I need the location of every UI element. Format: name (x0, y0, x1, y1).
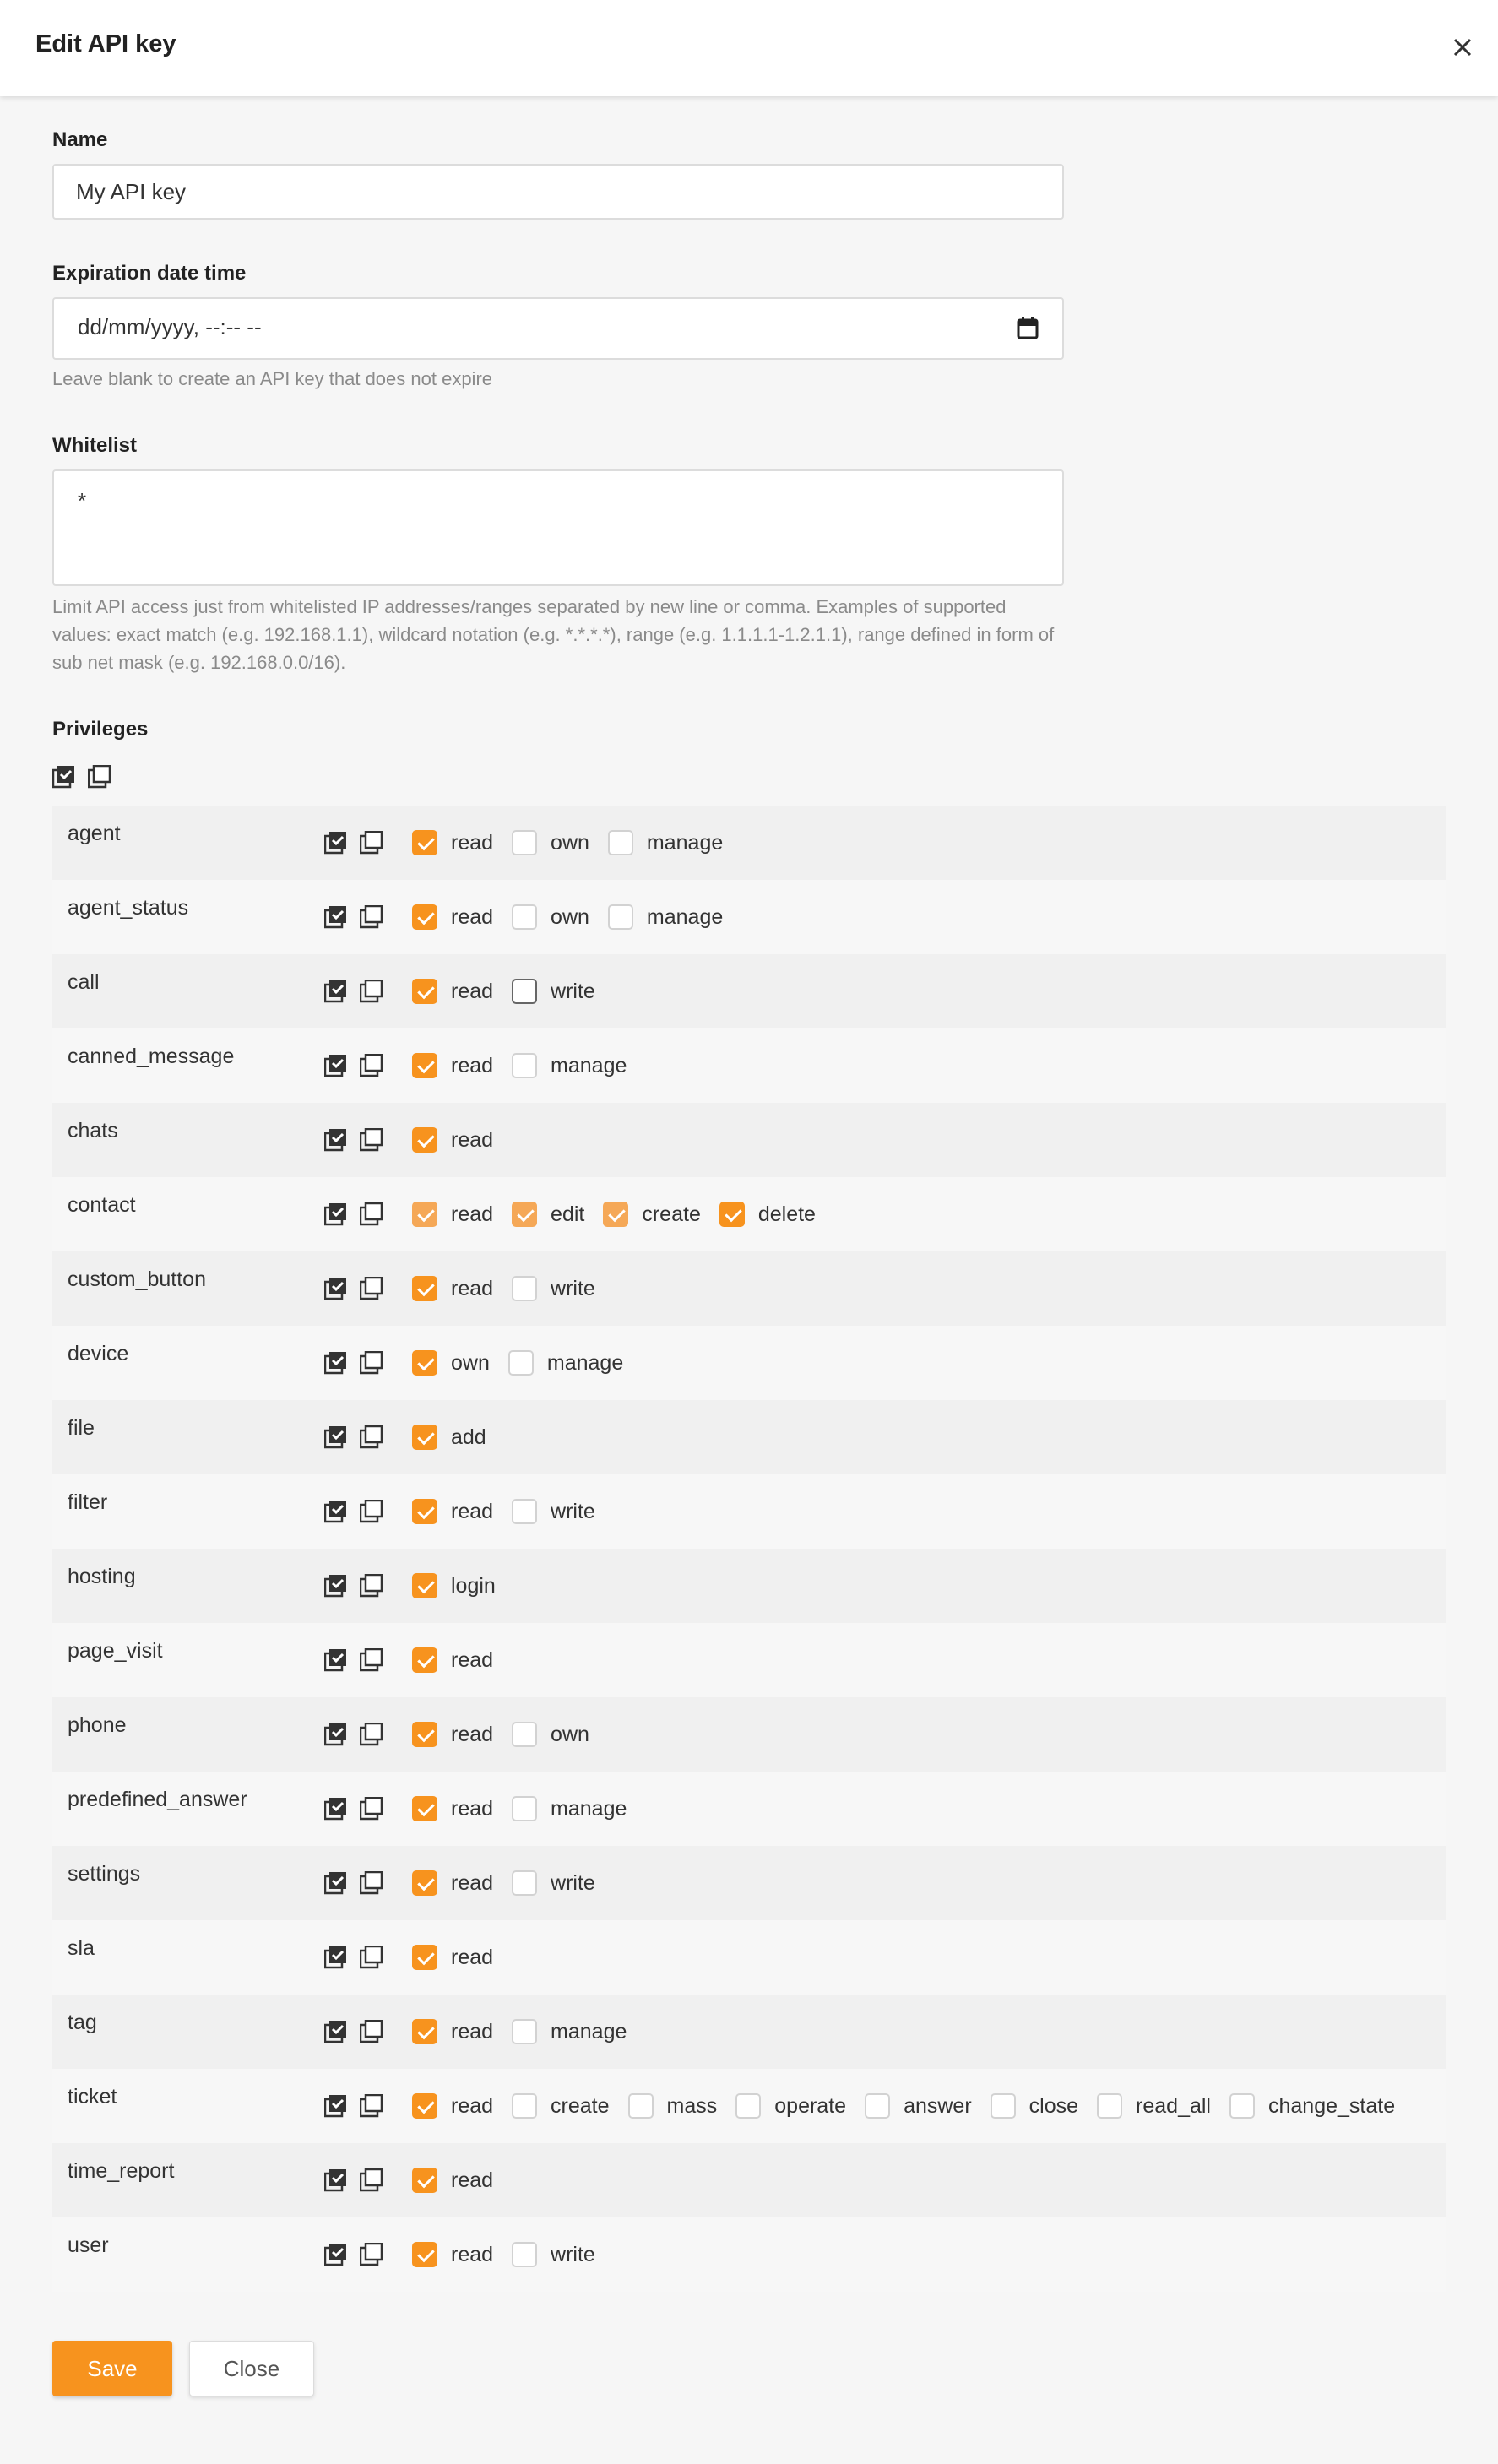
permission-checkbox[interactable] (412, 2093, 437, 2119)
check-all-icon[interactable] (324, 1723, 346, 1745)
privilege-name: user (68, 2233, 109, 2257)
permission-create[interactable] (512, 2093, 609, 2119)
privilege-permissions (412, 1346, 642, 1380)
privilege-permissions (412, 1272, 614, 1305)
expiration-hint: Leave blank to create an API key that does not expire (52, 368, 493, 389)
name-label: Name (52, 128, 108, 151)
permission-read[interactable] (412, 1276, 493, 1301)
privilege-row-tools (324, 2020, 392, 2045)
privilege-row (52, 1474, 1446, 1549)
privilege-permissions (412, 2163, 512, 2197)
copy-empty-icon[interactable] (360, 831, 382, 853)
check-all-icon[interactable] (324, 1500, 346, 1522)
permission-checkbox[interactable] (412, 1796, 437, 1821)
privilege-row-tools (324, 1871, 392, 1897)
permission-checkbox[interactable] (412, 1945, 437, 1970)
check-all-icon[interactable] (324, 1202, 346, 1224)
permission-checkbox[interactable] (412, 1722, 437, 1747)
privilege-name: file (68, 1416, 95, 1440)
copy-empty-icon[interactable] (360, 1946, 382, 1967)
privilege-row-tools (324, 980, 392, 1005)
permission-label: manage (551, 1796, 627, 1821)
copy-empty-icon[interactable] (360, 1500, 382, 1522)
permission-label: own (551, 830, 589, 855)
privilege-permissions (412, 1420, 505, 1454)
privilege-permissions (412, 900, 741, 934)
privilege-row (52, 1326, 1446, 1400)
save-button[interactable]: Save (52, 2341, 172, 2396)
permission-read[interactable] (412, 2093, 493, 2119)
permission-read[interactable] (412, 1722, 493, 1747)
permission-write[interactable] (512, 1499, 595, 1524)
permission-create[interactable] (603, 1202, 700, 1227)
close-icon[interactable] (1449, 34, 1476, 61)
privilege-permissions (412, 1940, 512, 1974)
permission-checkbox[interactable] (412, 1870, 437, 1896)
check-all-icon[interactable] (324, 1054, 346, 1076)
privilege-row-tools (324, 1723, 392, 1748)
permission-label: read (451, 904, 494, 929)
permission-label: write (551, 1499, 595, 1523)
check-all-icon[interactable] (324, 2094, 346, 2116)
privilege-name: predefined_answer (68, 1788, 247, 1811)
permission-write[interactable] (512, 2242, 595, 2267)
permission-label: own (451, 1350, 490, 1375)
privilege-row (52, 1028, 1446, 1103)
permission-write[interactable] (512, 1276, 595, 1301)
expiration-placeholder: dd/mm/yyyy, --:-- -- (78, 314, 262, 339)
privilege-row-tools (324, 2168, 392, 2194)
name-input[interactable] (52, 164, 1064, 220)
privilege-row (52, 880, 1446, 954)
permission-label: manage (646, 904, 724, 929)
privilege-name: page_visit (68, 1639, 163, 1663)
privilege-row-tools (324, 1500, 392, 1525)
permission-label: write (551, 2242, 595, 2266)
privilege-name: chats (68, 1119, 118, 1142)
permission-label: read (451, 1870, 494, 1895)
privileges-label: Privileges (52, 718, 149, 741)
permission-read[interactable] (412, 1127, 493, 1153)
permission-manage[interactable] (512, 1053, 627, 1078)
permission-checkbox[interactable] (512, 2019, 537, 2044)
permission-checkbox[interactable] (991, 2093, 1016, 2119)
privileges-table (52, 806, 1446, 2292)
copy-empty-icon[interactable] (88, 765, 110, 787)
permission-checkbox[interactable] (412, 2242, 437, 2267)
privilege-name: filter (68, 1490, 108, 1514)
permission-own[interactable] (412, 1350, 490, 1376)
privilege-permissions (412, 974, 614, 1008)
privilege-row (52, 1400, 1446, 1474)
privilege-row (52, 1623, 1446, 1697)
copy-empty-icon[interactable] (360, 1202, 382, 1224)
privilege-row (52, 1772, 1446, 1846)
permission-write[interactable] (512, 1870, 595, 1896)
permission-read[interactable] (412, 1202, 493, 1227)
permission-read[interactable] (412, 1053, 493, 1078)
permission-label: write (551, 1276, 595, 1300)
copy-empty-icon[interactable] (360, 1277, 382, 1299)
privilege-name: device (68, 1342, 129, 1365)
permission-label: manage (546, 1350, 624, 1375)
permission-label: read (451, 2168, 494, 2192)
privilege-permissions (412, 1643, 512, 1677)
check-all-icon[interactable] (324, 2020, 346, 2042)
permission-checkbox[interactable] (412, 1647, 437, 1673)
permission-label: create (551, 2093, 610, 2118)
privilege-row (52, 2069, 1446, 2143)
privilege-row-tools (324, 1797, 392, 1822)
check-all-icon[interactable] (324, 1797, 346, 1819)
whitelist-hint: Limit API access just from whitelisted IP addresses/ranges separated by new line or comma. Examples of supported values: exact match (e.g. 192.168.1.1), wildcard notation (e.g. *.*.*.*), range (e.g. 1.1.1.1-1.2.1.1), range defined in form of sub net mask (e.g. 192.168.0.0/16). (52, 596, 1055, 673)
privilege-name: custom_button (68, 1267, 206, 1291)
check-all-icon[interactable] (324, 1648, 346, 1670)
permission-checkbox[interactable] (412, 904, 437, 930)
privilege-name: hosting (68, 1565, 136, 1588)
permission-label: delete (757, 1202, 816, 1226)
permission-label: mass (666, 2093, 718, 2118)
permission-checkbox[interactable] (512, 979, 537, 1004)
copy-empty-icon[interactable] (360, 1871, 382, 1893)
check-all-icon[interactable] (324, 1425, 346, 1447)
permission-mass[interactable] (628, 2093, 718, 2119)
privilege-name: settings (68, 1862, 141, 1886)
permission-checkbox[interactable] (412, 1350, 437, 1376)
permission-change_state[interactable] (1229, 2093, 1395, 2119)
permission-read[interactable] (412, 1945, 493, 1970)
permission-checkbox[interactable] (412, 1425, 437, 1450)
privilege-name: contact (68, 1193, 136, 1217)
privilege-permissions (412, 1718, 608, 1751)
privilege-name: phone (68, 1713, 127, 1737)
privilege-row (52, 2143, 1446, 2217)
check-all-icon[interactable] (324, 1871, 346, 1893)
permission-checkbox[interactable] (512, 2242, 537, 2267)
privileges-global-tools (52, 765, 120, 790)
copy-empty-icon[interactable] (360, 1128, 382, 1150)
copy-empty-icon[interactable] (360, 2020, 382, 2042)
permission-label: manage (551, 2019, 627, 2043)
permission-checkbox[interactable] (412, 979, 437, 1004)
permission-own[interactable] (512, 1722, 589, 1747)
permission-label: edit (551, 1202, 585, 1226)
permission-read[interactable] (412, 2168, 493, 2193)
permission-checkbox[interactable] (1097, 2093, 1122, 2119)
privilege-permissions (412, 2238, 614, 2271)
privilege-row-tools (324, 2094, 392, 2119)
privilege-row (52, 1549, 1446, 1623)
copy-empty-icon[interactable] (360, 1054, 382, 1076)
permission-checkbox[interactable] (412, 1573, 437, 1598)
permission-answer[interactable] (865, 2093, 972, 2119)
permission-label: manage (646, 830, 724, 855)
permission-checkbox[interactable] (1229, 2093, 1255, 2119)
permission-checkbox[interactable] (512, 1499, 537, 1524)
privilege-name: tag (68, 2011, 97, 2034)
close-button[interactable]: Close (189, 2341, 314, 2396)
permission-label: answer (904, 2093, 972, 2118)
whitelist-label: Whitelist (52, 434, 137, 457)
check-all-icon[interactable] (324, 1574, 346, 1596)
permission-label: read (451, 979, 494, 1003)
permission-checkbox[interactable] (512, 1870, 537, 1896)
permission-checkbox[interactable] (412, 2168, 437, 2193)
copy-empty-icon[interactable] (360, 2243, 382, 2265)
privilege-row (52, 1251, 1446, 1326)
privilege-row (52, 1995, 1446, 2069)
privilege-name: time_report (68, 2159, 175, 2183)
permission-label: create (642, 1202, 701, 1226)
copy-empty-icon[interactable] (360, 2168, 382, 2190)
permission-manage[interactable] (512, 1796, 627, 1821)
permission-manage[interactable] (608, 830, 723, 855)
privilege-row-tools (324, 1648, 392, 1674)
check-all-icon[interactable] (324, 831, 346, 853)
permission-edit[interactable] (512, 1202, 584, 1227)
privilege-permissions (412, 1123, 512, 1157)
copy-empty-icon[interactable] (360, 1648, 382, 1670)
permission-label: read (451, 1796, 494, 1821)
privilege-permissions (412, 1495, 614, 1528)
privilege-row (52, 806, 1446, 880)
permission-checkbox[interactable] (412, 1127, 437, 1153)
check-all-icon[interactable] (324, 2243, 346, 2265)
copy-empty-icon[interactable] (360, 1723, 382, 1745)
permission-label: read (451, 1127, 494, 1152)
privilege-permissions (412, 1049, 645, 1083)
permission-delete[interactable] (719, 1202, 816, 1227)
privilege-name: sla (68, 1936, 95, 1960)
check-all-icon[interactable] (324, 1128, 346, 1150)
permission-checkbox[interactable] (512, 1276, 537, 1301)
privilege-name: agent_status (68, 896, 189, 920)
dialog-title: Edit API key (35, 30, 176, 57)
check-all-icon[interactable] (324, 2168, 346, 2190)
permission-label: manage (551, 1053, 627, 1077)
privilege-row-tools (324, 1054, 392, 1079)
privilege-row-tools (324, 1574, 392, 1599)
privilege-row (52, 1846, 1446, 1920)
permission-checkbox[interactable] (412, 830, 437, 855)
permission-label: read (451, 1722, 494, 1746)
permission-checkbox[interactable] (512, 2093, 537, 2119)
permission-label: read (451, 1053, 494, 1077)
permission-checkbox[interactable] (412, 1499, 437, 1524)
permission-checkbox[interactable] (628, 2093, 654, 2119)
privilege-row-tools (324, 1946, 392, 1971)
permission-label: read (451, 1499, 494, 1523)
permission-write[interactable] (512, 979, 595, 1004)
permission-read[interactable] (412, 1647, 493, 1673)
permission-label: own (551, 904, 589, 929)
dialog-header (0, 0, 1498, 96)
permission-add[interactable] (412, 1425, 486, 1450)
permission-label: write (551, 979, 595, 1003)
permission-label: close (1029, 2093, 1079, 2118)
permission-checkbox[interactable] (608, 904, 633, 930)
privilege-row-tools (324, 2243, 392, 2268)
privilege-name: agent (68, 822, 121, 845)
permission-read_all[interactable] (1097, 2093, 1211, 2119)
privilege-name: ticket (68, 2085, 117, 2109)
check-all-icon[interactable] (324, 905, 346, 927)
privilege-name: call (68, 970, 100, 994)
permission-manage[interactable] (608, 904, 723, 930)
permission-label: read (451, 2242, 494, 2266)
permission-checkbox[interactable] (412, 2019, 437, 2044)
copy-empty-icon[interactable] (360, 1574, 382, 1596)
privilege-permissions (412, 1569, 514, 1603)
permission-label: login (451, 1573, 496, 1598)
permission-label: read (451, 2019, 494, 2043)
copy-empty-icon[interactable] (360, 1797, 382, 1819)
permission-label: read (451, 1276, 494, 1300)
permission-read[interactable] (412, 1796, 493, 1821)
check-all-icon[interactable] (324, 980, 346, 1001)
privilege-row-tools (324, 1277, 392, 1302)
privilege-row (52, 1697, 1446, 1772)
permission-checkbox[interactable] (512, 1202, 537, 1227)
permission-operate[interactable] (735, 2093, 846, 2119)
permission-read[interactable] (412, 2242, 493, 2267)
permission-read[interactable] (412, 1499, 493, 1524)
permission-checkbox[interactable] (412, 1202, 437, 1227)
whitelist-textarea[interactable] (52, 469, 1064, 586)
copy-empty-icon[interactable] (360, 980, 382, 1001)
check-all-icon[interactable] (324, 1351, 346, 1373)
privilege-row-tools (324, 1202, 392, 1228)
permission-manage[interactable] (512, 2019, 627, 2044)
permission-checkbox[interactable] (512, 1722, 537, 1747)
privilege-permissions (412, 826, 741, 860)
privilege-permissions (412, 1792, 645, 1826)
permission-label: own (551, 1722, 589, 1746)
permission-label: add (451, 1425, 486, 1449)
permission-read[interactable] (412, 979, 493, 1004)
privilege-row-tools (324, 905, 392, 931)
permission-read[interactable] (412, 904, 493, 930)
permission-label: read (451, 1945, 494, 1969)
privilege-permissions (412, 2015, 645, 2049)
privilege-permissions (412, 2089, 1414, 2123)
copy-empty-icon[interactable] (360, 1425, 382, 1447)
permission-checkbox[interactable] (508, 1350, 534, 1376)
permission-checkbox[interactable] (603, 1202, 628, 1227)
permission-login[interactable] (412, 1573, 496, 1598)
check-all-icon[interactable] (52, 765, 74, 787)
copy-empty-icon[interactable] (360, 2094, 382, 2116)
copy-empty-icon[interactable] (360, 905, 382, 927)
permission-own[interactable] (512, 904, 589, 930)
privilege-row-tools (324, 831, 392, 856)
privilege-row (52, 1920, 1446, 1995)
privilege-row (52, 2217, 1446, 2292)
permission-checkbox[interactable] (865, 2093, 890, 2119)
permission-manage[interactable] (508, 1350, 623, 1376)
permission-label: operate (774, 2093, 847, 2118)
privilege-row-tools (324, 1128, 392, 1153)
permission-label: change_state (1267, 2093, 1396, 2118)
whitelist-value: * (78, 488, 87, 513)
privilege-permissions (412, 1866, 614, 1900)
permission-label: read (451, 830, 494, 855)
privilege-row (52, 954, 1446, 1028)
permission-checkbox[interactable] (412, 1053, 437, 1078)
permission-checkbox[interactable] (512, 904, 537, 930)
expiration-label: Expiration date time (52, 262, 247, 285)
permission-checkbox[interactable] (608, 830, 633, 855)
expiration-input[interactable] (52, 297, 1064, 360)
permission-label: read_all (1136, 2093, 1211, 2118)
permission-checkbox[interactable] (719, 1202, 745, 1227)
privilege-permissions (412, 1197, 834, 1231)
privilege-row-tools (324, 1425, 392, 1451)
privilege-row (52, 1177, 1446, 1251)
permission-checkbox[interactable] (512, 830, 537, 855)
permission-label: read (451, 1202, 494, 1226)
permission-checkbox[interactable] (412, 1276, 437, 1301)
permission-close[interactable] (991, 2093, 1078, 2119)
permission-checkbox[interactable] (735, 2093, 761, 2119)
calendar-icon[interactable] (1017, 316, 1039, 345)
permission-read[interactable] (412, 1870, 493, 1896)
permission-label: write (551, 1870, 595, 1895)
permission-checkbox[interactable] (512, 1053, 537, 1078)
check-all-icon[interactable] (324, 1946, 346, 1967)
copy-empty-icon[interactable] (360, 1351, 382, 1373)
privilege-row (52, 1103, 1446, 1177)
permission-label: read (451, 1647, 494, 1672)
privilege-name: canned_message (68, 1045, 235, 1068)
permission-label: read (451, 2093, 494, 2118)
permission-checkbox[interactable] (512, 1796, 537, 1821)
privilege-row-tools (324, 1351, 392, 1376)
permission-own[interactable] (512, 830, 589, 855)
check-all-icon[interactable] (324, 1277, 346, 1299)
permission-read[interactable] (412, 2019, 493, 2044)
permission-read[interactable] (412, 830, 493, 855)
